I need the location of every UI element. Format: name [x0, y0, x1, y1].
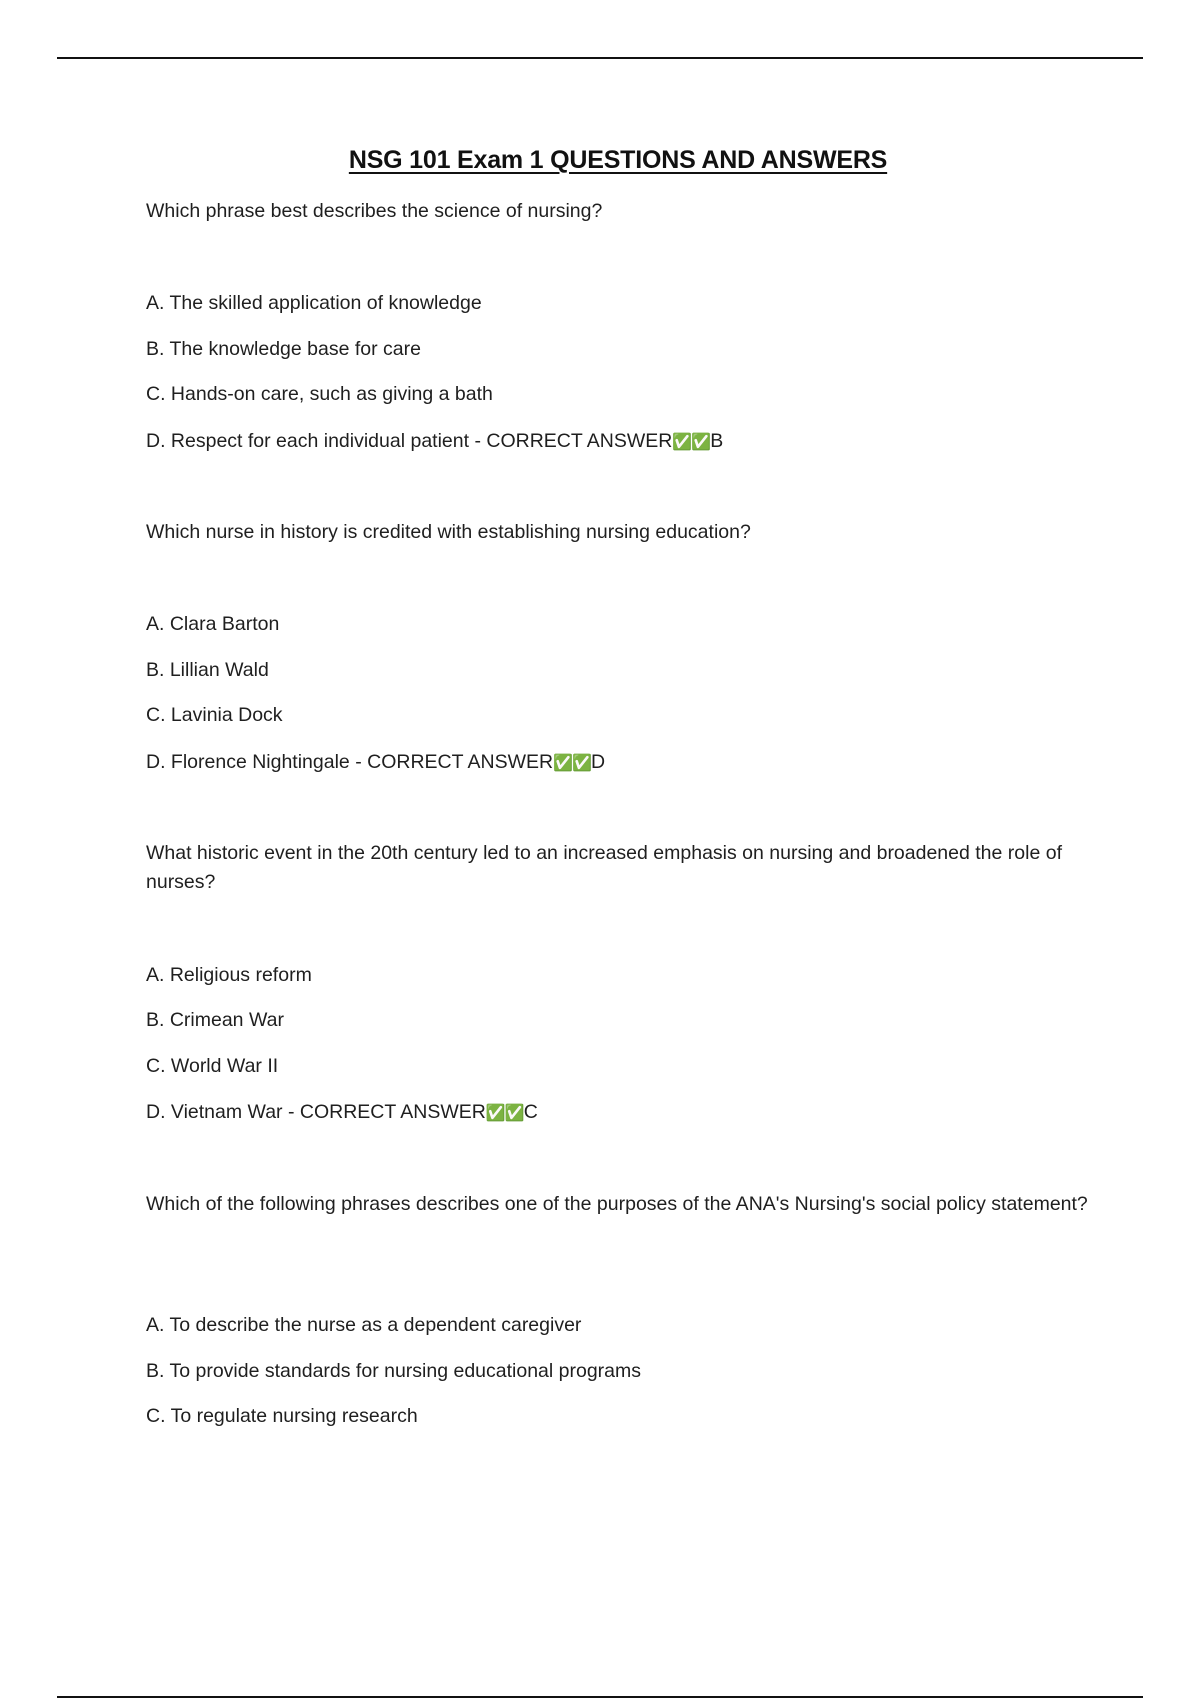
question-2-option-a: A. Clara Barton [146, 613, 280, 635]
question-2-option-c: C. Lavinia Dock [146, 704, 283, 726]
question-4-text: Which of the following phrases describes one of the purposes of the ANA's Nursing's social policy statement? [146, 1193, 1088, 1215]
question-2-text: Which nurse in history is credited with establishing nursing education? [146, 521, 751, 543]
check-icon: ✅✅ [553, 753, 591, 772]
question-4-option-c: C. To regulate nursing research [146, 1405, 418, 1427]
question-3-option-d-row [146, 1098, 538, 1127]
question-3-option-b: B. Crimean War [146, 1009, 284, 1031]
check-icon: ✅✅ [672, 432, 711, 451]
question-3-correct-answer: C [523, 1101, 538, 1123]
answer-prefix: - CORRECT ANSWER [474, 430, 673, 452]
bottom-rule [57, 1696, 1143, 1698]
question-1-option-b: B. The knowledge base for care [146, 338, 421, 360]
question-3-option-d: D. Vietnam War [146, 1101, 283, 1123]
question-3-text: What historic event in the 20th century led to an increased emphasis on nursing and broadened the role of nurses? [146, 842, 1062, 893]
document-title [0, 146, 1200, 175]
question-1-correct-answer: B [710, 430, 724, 452]
answer-prefix: - CORRECT ANSWER [287, 1101, 486, 1123]
question-1-option-c: C. Hands-on care, such as giving a bath [146, 383, 493, 405]
question-3-option-a: A. Religious reform [146, 964, 312, 986]
document-title-text: NSG 101 Exam 1 QUESTIONS AND ANSWERS [348, 146, 888, 174]
question-2-option-b: B. Lillian Wald [146, 659, 269, 681]
question-3-option-c: C. World War II [146, 1055, 279, 1077]
question-4-option-a: A. To describe the nurse as a dependent caregiver [146, 1314, 582, 1336]
question-2-option-d: D. Florence Nightingale [146, 751, 350, 773]
question-1-text: Which phrase best describes the science of nursing? [146, 200, 603, 222]
question-2-option-d-row [146, 748, 605, 777]
question-1-option-a: A. The skilled application of knowledge [146, 292, 482, 314]
question-4-option-b: B. To provide standards for nursing educational programs [146, 1360, 642, 1382]
question-1-option-d-row [146, 427, 723, 456]
top-rule [57, 57, 1143, 59]
check-icon: ✅✅ [485, 1103, 524, 1122]
question-2-correct-answer: D [590, 751, 606, 773]
question-1-option-d: D. Respect for each individual patient [146, 430, 470, 452]
answer-prefix: - CORRECT ANSWER [355, 751, 554, 773]
